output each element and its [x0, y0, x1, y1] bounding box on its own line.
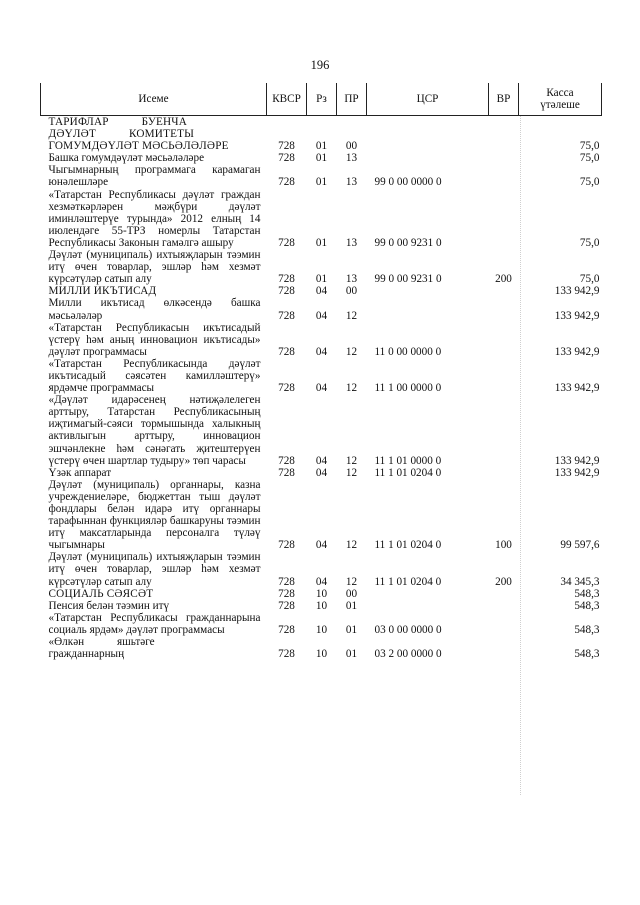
row-pr: 00 — [345, 140, 358, 153]
row-rz: 01 — [315, 273, 328, 286]
header-vr: ВР — [489, 83, 519, 116]
row-csr: 11 1 01 0000 0 — [374, 454, 442, 467]
row-amount: 75,0 — [579, 152, 600, 165]
row-pr: 12 — [345, 309, 358, 322]
row-csr: 11 0 00 0000 0 — [374, 345, 442, 358]
header-amount — [519, 83, 602, 116]
row-amount — [519, 116, 602, 141]
header-pr: ПР — [337, 83, 367, 116]
row-vr — [489, 322, 519, 358]
table-row — [41, 600, 602, 612]
row-kvsr: 728 — [278, 587, 295, 600]
row-csr: 99 0 00 0000 0 — [374, 176, 442, 189]
row-pr: 01 — [345, 623, 358, 636]
header-name: Исеме — [41, 83, 267, 116]
row-csr: 99 0 00 9231 0 — [374, 273, 442, 286]
header-amount-line1: Касса — [546, 86, 574, 99]
row-amount: 548,3 — [574, 599, 600, 612]
row-kvsr: 728 — [278, 466, 295, 479]
row-csr: 11 1 01 0204 0 — [374, 466, 442, 479]
row-kvsr: 728 — [278, 273, 295, 286]
row-vr — [489, 164, 519, 188]
row-name: «Татарстан Республикасында дәүләт икътисадый сәясәтен камилләштерү» ярдәмче программасы — [48, 357, 261, 395]
row-kvsr: 728 — [278, 140, 295, 153]
row-amount: 75,0 — [579, 236, 600, 249]
table-row — [41, 612, 602, 636]
row-name: «Өлкән яшьтәге гражданнарның — [48, 636, 155, 661]
row-amount: 133 942,9 — [554, 285, 600, 298]
row-csr — [367, 285, 489, 297]
table-row — [41, 164, 602, 188]
row-amount: 133 942,9 — [554, 466, 600, 479]
table-row — [41, 394, 602, 467]
row-vr — [489, 612, 519, 636]
row-amount: 548,3 — [574, 648, 600, 661]
row-csr — [367, 600, 489, 612]
table-row — [41, 140, 602, 152]
row-kvsr: 728 — [278, 236, 295, 249]
row-name: Дәүләт (муниципаль) органнары, казна учреждениеләре, бюджеттан тыш дәүләт фондлары белән идарә итү органнары тарафыннан функцияләр башкаруны тәэмин итү максатларында персоналга түләү чыгымнары — [48, 478, 261, 552]
table-row — [41, 588, 602, 600]
row-pr: 12 — [345, 345, 358, 358]
row-amount: 548,3 — [574, 623, 600, 636]
row-vr — [489, 394, 519, 467]
row-rz: 10 — [315, 587, 328, 600]
header-csr: ЦСР — [367, 83, 489, 116]
row-csr — [367, 297, 489, 321]
row-pr: 12 — [345, 454, 358, 467]
row-kvsr: 728 — [278, 309, 295, 322]
row-name: Дәүләт (муниципаль) ихтыяҗларын тәэмин итү өчен товарлар, эшләр һәм хезмәт күрсәтүләр сатып алу — [48, 551, 261, 588]
table-row — [41, 285, 602, 297]
row-csr: 03 0 00 0000 0 — [374, 623, 442, 636]
table-row — [41, 249, 602, 285]
table-row — [41, 636, 602, 660]
row-csr — [367, 588, 489, 600]
table-row — [41, 116, 602, 141]
table-row — [41, 358, 602, 394]
header-amount-line2: үтәлеше — [540, 99, 580, 111]
row-pr: 01 — [345, 648, 358, 661]
row-name: «Татарстан Республикасы гражданнарына социаль ярдәм» дәүләт программасы — [48, 611, 261, 636]
row-rz: 04 — [315, 539, 328, 552]
row-rz: 04 — [315, 309, 328, 322]
table-row — [41, 322, 602, 358]
row-rz: 04 — [315, 575, 328, 588]
row-pr: 13 — [345, 273, 358, 286]
row-pr: 12 — [345, 466, 358, 479]
row-name: ТАРИФЛАР БУЕНЧА ДӘҮЛӘТ КОМИТЕТЫ — [48, 116, 195, 141]
row-name: Милли икътисад өлкәсендә башка мәсьәләләр — [48, 297, 261, 322]
table-row — [41, 551, 602, 587]
page-number: 196 — [310, 58, 330, 72]
header-row — [41, 83, 602, 116]
row-pr — [337, 116, 367, 141]
row-csr: 11 1 01 0204 0 — [374, 575, 442, 588]
row-rz: 04 — [315, 345, 328, 358]
row-pr: 01 — [345, 599, 358, 612]
row-name: ГОМУМДӘҮЛӘТ МӘСЬӘЛӘЛӘРЕ — [48, 140, 229, 153]
row-name: Үзәк аппарат — [48, 466, 112, 479]
table-header — [41, 83, 602, 116]
row-vr — [489, 358, 519, 394]
row-vr — [489, 588, 519, 600]
row-name: Чыгымнарның программага карамаган юнәлешләре — [48, 164, 261, 189]
row-rz: 01 — [315, 140, 328, 153]
row-csr — [367, 152, 489, 164]
row-amount: 75,0 — [579, 176, 600, 189]
row-amount: 133 942,9 — [554, 309, 600, 322]
row-csr: 03 2 00 0000 0 — [374, 648, 442, 661]
row-vr — [489, 189, 519, 249]
row-kvsr: 728 — [278, 345, 295, 358]
row-kvsr: 728 — [278, 599, 295, 612]
row-vr: 200 — [495, 575, 512, 588]
row-rz: 10 — [315, 648, 328, 661]
row-vr — [489, 116, 519, 141]
row-vr — [489, 297, 519, 321]
row-pr: 00 — [345, 587, 358, 600]
row-amount: 548,3 — [574, 587, 600, 600]
row-kvsr: 728 — [278, 648, 295, 661]
row-amount: 133 942,9 — [554, 454, 600, 467]
row-name: Пенсия белән тәэмин итү — [48, 599, 170, 612]
row-kvsr: 728 — [278, 382, 295, 395]
row-pr: 13 — [345, 176, 358, 189]
table-row — [41, 479, 602, 552]
row-rz: 01 — [315, 176, 328, 189]
row-rz — [307, 116, 337, 141]
budget-table — [40, 83, 602, 660]
row-rz: 04 — [315, 382, 328, 395]
row-pr: 13 — [345, 236, 358, 249]
row-csr: 11 1 00 0000 0 — [374, 382, 442, 395]
row-vr — [489, 285, 519, 297]
table-row — [41, 189, 602, 249]
row-rz: 10 — [315, 599, 328, 612]
row-kvsr: 728 — [278, 454, 295, 467]
table-row — [41, 297, 602, 321]
row-vr — [489, 140, 519, 152]
row-name: «Татарстан Республикасын икътисадый үстерү һәм аның инновацион икътисады» дәүләт программасы — [48, 321, 261, 358]
row-csr: 11 1 01 0204 0 — [374, 539, 442, 552]
row-rz: 04 — [315, 466, 328, 479]
row-rz: 01 — [315, 236, 328, 249]
row-vr: 200 — [495, 273, 512, 286]
row-name: СОЦИАЛЬ СӘЯСӘТ — [48, 587, 154, 600]
row-amount: 75,0 — [579, 273, 600, 286]
table-body — [41, 116, 602, 661]
row-vr — [489, 636, 519, 660]
row-csr — [367, 116, 489, 141]
row-name: Дәүләт (муниципаль) ихтыяҗларын тәэмин итү өчен товарлар, эшләр һәм хезмәт күрсәтүләр сатып алу — [48, 249, 261, 286]
row-csr — [367, 140, 489, 152]
row-rz: 10 — [315, 623, 328, 636]
row-kvsr: 728 — [278, 539, 295, 552]
row-name: «Татарстан Республикасы дәүләт граждан хезмәткәрләрен мәҗбүри дәүләт иминләштерүе турында» 2012 елның 14 июлендәге 55-ТРЗ номерлы Татарстан Республикасы Законын гамәлгә ашыру — [48, 188, 261, 249]
row-amount: 99 597,6 — [560, 539, 600, 552]
row-name: МИЛЛИ ИКЪТИСАД — [48, 285, 157, 298]
row-rz: 01 — [315, 152, 328, 165]
row-rz: 04 — [315, 285, 328, 298]
row-pr: 12 — [345, 539, 358, 552]
row-amount: 34 345,3 — [560, 575, 600, 588]
row-kvsr: 728 — [278, 176, 295, 189]
row-vr — [489, 600, 519, 612]
row-name: Башка гомумдәүләт мәсьәләләре — [48, 152, 205, 165]
table-row — [41, 467, 602, 479]
row-amount: 75,0 — [579, 140, 600, 153]
row-pr: 13 — [345, 152, 358, 165]
header-kvsr: КВСР — [267, 83, 307, 116]
header-rz: Рз — [307, 83, 337, 116]
row-kvsr: 728 — [278, 285, 295, 298]
row-amount: 133 942,9 — [554, 345, 600, 358]
row-pr: 00 — [345, 285, 358, 298]
row-kvsr: 728 — [278, 623, 295, 636]
row-rz: 04 — [315, 454, 328, 467]
row-csr: 99 0 00 9231 0 — [374, 236, 442, 249]
row-pr: 12 — [345, 382, 358, 395]
row-kvsr: 728 — [278, 575, 295, 588]
row-pr: 12 — [345, 575, 358, 588]
table-row — [41, 152, 602, 164]
row-vr — [489, 152, 519, 164]
row-name: «Дәүләт идарәсенең нәтиҗәлелеген арттыру, Татарстан Республикасының иҗтимагый-сәяси тормышында халыкның активлыгын арттыру, инновацион эшчәнлекне һәм сәнәгать җитештерүен үстерү өчен шартлар тудыру» төп чарасы — [48, 394, 261, 467]
row-kvsr: 728 — [278, 152, 295, 165]
row-vr: 100 — [495, 539, 512, 552]
row-vr — [489, 467, 519, 479]
row-kvsr — [267, 116, 307, 141]
row-amount: 133 942,9 — [554, 382, 600, 395]
